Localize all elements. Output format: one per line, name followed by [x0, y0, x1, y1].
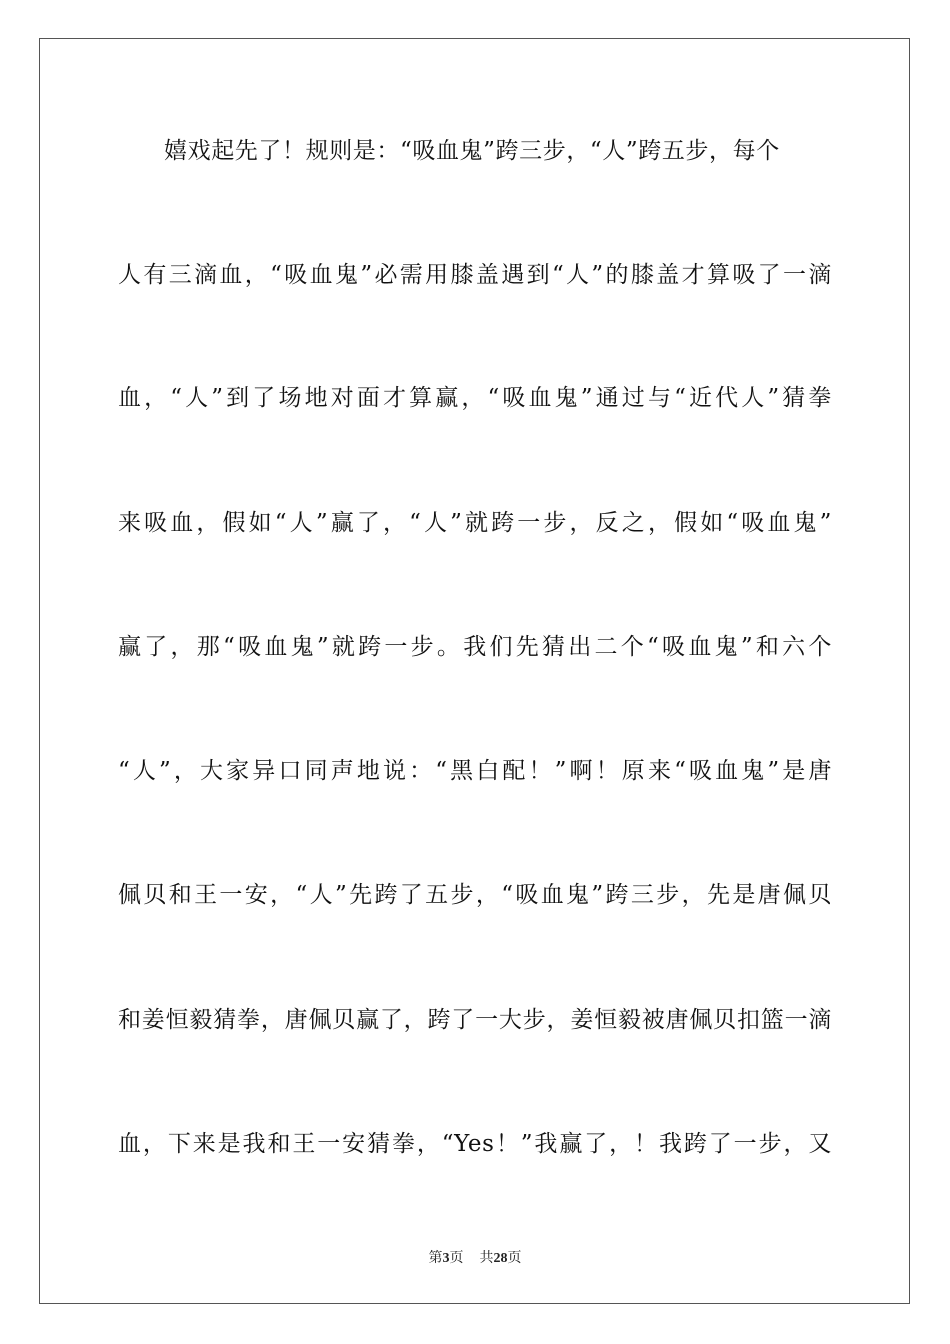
paragraph-line-5: 赢了，那“吸血鬼”就跨一步。我们先猜出二个“吸血鬼”和六个: [118, 634, 832, 660]
paragraph-line-3: 血，“人”到了场地对面才算赢，“吸血鬼”通过与“近代人”猜拳: [118, 385, 832, 411]
page-border: [39, 38, 910, 1304]
paragraph-line-4: 来吸血，假如“人”赢了，“人”就跨一步，反之，假如“吸血鬼”: [118, 510, 832, 536]
paragraph-line-9: 血，下来是我和王一安猜拳，“Yes！”我赢了，！我跨了一步，又: [118, 1131, 832, 1157]
paragraph-line-8: 和姜恒毅猜拳，唐佩贝赢了，跨了一大步，姜恒毅被唐佩贝扣篮一滴: [118, 1007, 832, 1033]
page-footer: [0, 1247, 950, 1267]
page-number-label: 第3页: [428, 1250, 464, 1266]
total-pages-label: 共28页: [479, 1250, 522, 1266]
paragraph-line-1: 嬉戏起先了！规则是：“吸血鬼”跨三步，“人”跨五步，每个: [164, 138, 780, 164]
paragraph-line-2: 人有三滴血，“吸血鬼”必需用膝盖遇到“人”的膝盖才算吸了一滴: [118, 262, 832, 288]
paragraph-line-6: “人”，大家异口同声地说：“黑白配！”啊！原来“吸血鬼”是唐: [118, 758, 832, 784]
paragraph-line-7: 佩贝和王一安，“人”先跨了五步，“吸血鬼”跨三步，先是唐佩贝: [118, 882, 832, 908]
